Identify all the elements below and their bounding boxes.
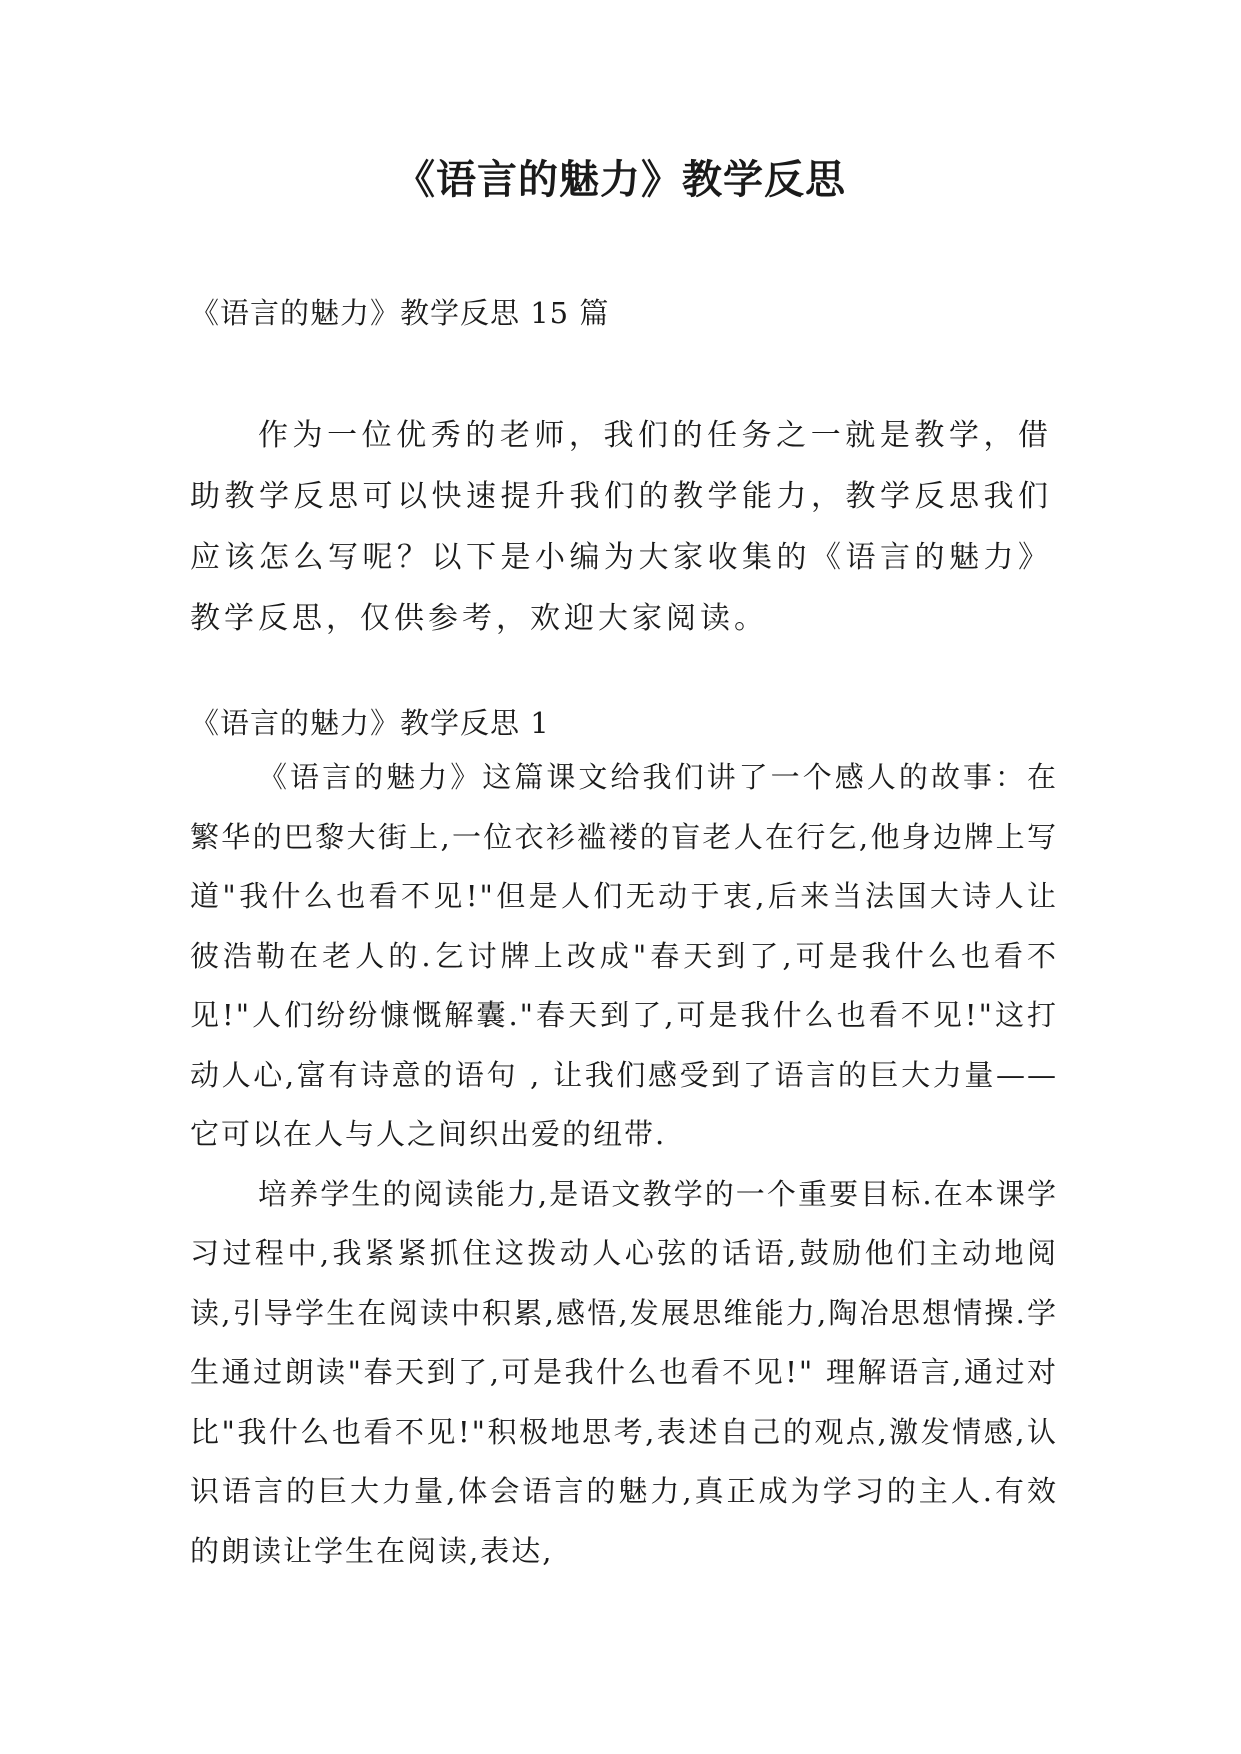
- body-paragraph: 培养学生的阅读能力,是语文教学的一个重要目标.在本课学习过程中,我紧紧抓住这拨动人心弦的话语,鼓励他们主动地阅读,引导学生在阅读中积累,感悟,发展思维能力,陶冶思想情操.学生通过朗读"春天到了,可是我什么也看不见!" 理解语言,通过对比"我什么也看不见!"积极地思考,表述自己的观点,激发情感,认识语言的巨大力量,体会语言的魅力,真正成为学习的主人.有效的朗读让学生在阅读,表达,: [190, 1176, 1058, 1568]
- section-heading: 《语言的魅力》教学反思 1: [190, 706, 550, 740]
- body-paragraph: 《语言的魅力》这篇课文给我们讲了一个感人的故事：在繁华的巴黎大街上,一位衣衫褴褛的盲老人在行乞,他身边牌上写道"我什么也看不见!"但是人们无动于衷,后来当法国大诗人让 彼浩勒在老人的.乞讨牌上改成"春天到了,可是我什么也看不见!"人们纷纷慷慨解囊."春天到了,可是我什么也看不见!"这打动人心,富有诗意的语句 , 让我们感受到了语言的巨大力量——它可以在人与人之间织出爱的纽带.: [190, 760, 1058, 1151]
- intro-paragraph: 作为一位优秀的老师，我们的任务之一就是教学，借助教学反思可以快速提升我们的教学能力，教学反思我们应该怎么写呢？以下是小编为大家收集的《语言的魅力》教学反思，仅供参考，欢迎大家阅读。: [190, 418, 1052, 636]
- document-title: 《语言的魅力》教学反思: [395, 157, 846, 203]
- section-body: [190, 748, 1058, 1581]
- document-subtitle: 《语言的魅力》教学反思 15 篇: [190, 296, 610, 330]
